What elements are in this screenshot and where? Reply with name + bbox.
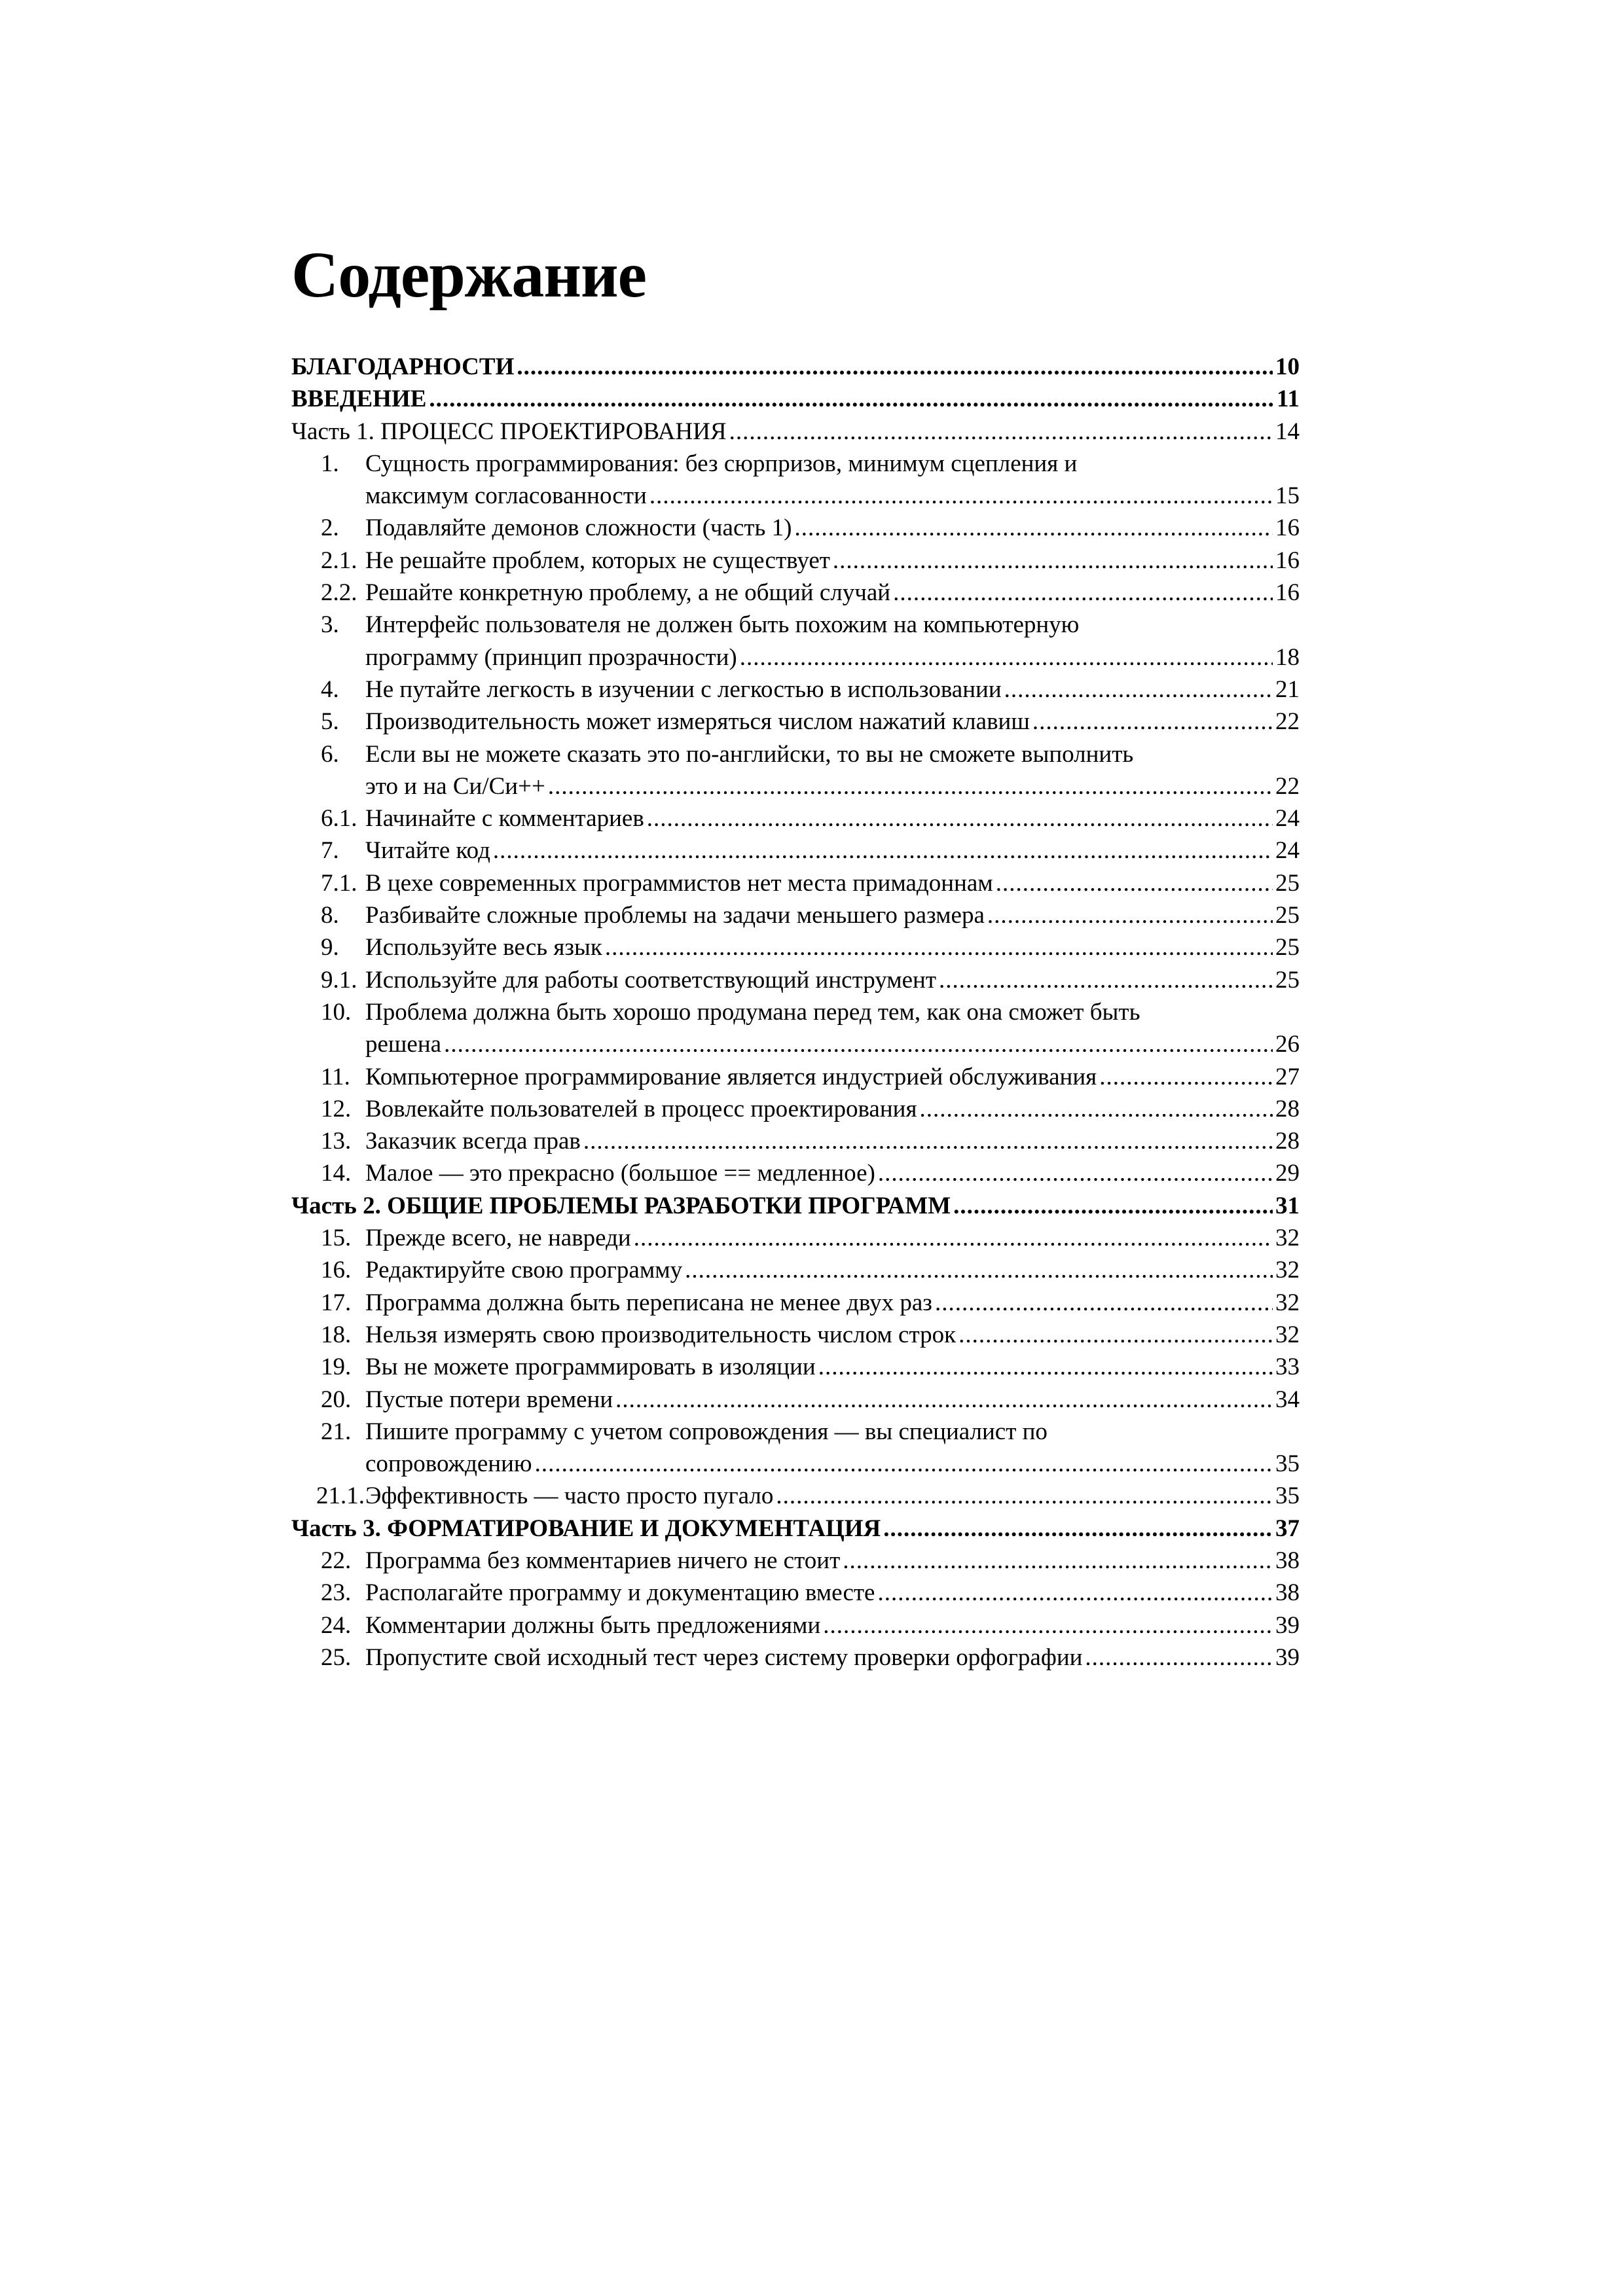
toc-entry-number: 22. <box>321 1547 352 1574</box>
toc-entry-title: Производительность может измеряться числом нажатий клавиш <box>365 708 1030 736</box>
dot-leader <box>794 512 1273 544</box>
toc-entry-title: Не путайте легкость в изучении с легкостью в использовании <box>365 675 1002 703</box>
toc-entry-title: ВВЕДЕНИЕ <box>291 386 427 413</box>
toc-page-number: 18 <box>1275 643 1300 671</box>
toc-entry-title: Часть 3. ФОРМАТИРОВАНИЕ И ДОКУМЕНТАЦИЯ <box>291 1515 881 1542</box>
toc-entry-title: Эффективность — часто просто пугало <box>365 1482 774 1510</box>
toc-entry[interactable] <box>291 1641 1300 1674</box>
toc-entry[interactable] <box>291 738 1300 803</box>
toc-page-number: 38 <box>1275 1547 1300 1574</box>
toc-entry[interactable] <box>291 577 1300 609</box>
toc-entry-title: Используйте весь язык <box>365 934 602 961</box>
toc-entry[interactable] <box>291 1319 1300 1351</box>
toc-entry-title: Программа без комментариев ничего не стоит <box>365 1547 841 1574</box>
dot-leader <box>685 1254 1273 1286</box>
toc-page-number: 16 <box>1275 579 1300 607</box>
toc-section-entry[interactable] <box>291 416 1300 448</box>
toc-entry-title: Пропустите свой исходный тест через систему проверки орфографии <box>365 1643 1083 1671</box>
toc-entry-number: 9. <box>321 934 339 961</box>
toc-entry-title-line: Сущность программирования: без сюрпризов, минимум сцепления и <box>365 450 1078 477</box>
dot-leader <box>517 351 1273 383</box>
toc-page-number: 35 <box>1275 1450 1300 1478</box>
dot-leader <box>996 867 1273 899</box>
toc-page-number: 28 <box>1275 1095 1300 1122</box>
dot-leader <box>877 1577 1273 1609</box>
toc-entry[interactable] <box>291 867 1300 899</box>
dot-leader <box>939 964 1273 996</box>
toc-page-number: 24 <box>1275 805 1300 833</box>
dot-leader <box>1085 1641 1273 1674</box>
toc-entry-title: Вовлекайте пользователей в процесс проектирования <box>365 1095 917 1122</box>
toc-entry-title: решена <box>365 1031 442 1058</box>
toc-entry-title: Пустые потери времени <box>365 1386 613 1413</box>
toc-entry[interactable] <box>291 899 1300 931</box>
toc-entry-title: Редактируйте свою программу <box>365 1257 683 1284</box>
toc-entry-number: 10. <box>321 998 352 1026</box>
toc-entry-number: 24. <box>321 1611 352 1639</box>
toc-entry-number: 2. <box>321 514 339 542</box>
toc-entry[interactable] <box>291 1545 1300 1577</box>
toc-entry-number: 21.1. <box>316 1482 365 1510</box>
toc-entry-title: Часть 1. ПРОЦЕСС ПРОЕКТИРОВАНИЯ <box>291 418 727 445</box>
toc-page-number: 14 <box>1275 418 1300 445</box>
toc-entry-number: 3. <box>321 611 339 639</box>
toc-page-number: 33 <box>1275 1354 1300 1381</box>
dot-leader <box>818 1351 1273 1383</box>
toc-entry-number: 23. <box>321 1579 352 1607</box>
toc-page-number: 26 <box>1275 1031 1300 1058</box>
table-of-contents <box>291 351 1300 1674</box>
toc-entry-number: 20. <box>321 1386 352 1413</box>
toc-section-entry[interactable] <box>291 1513 1300 1545</box>
dot-leader <box>615 1384 1273 1416</box>
toc-entry-title: Прежде всего, не навреди <box>365 1225 631 1252</box>
dot-leader <box>1004 673 1273 706</box>
dot-leader <box>429 383 1274 415</box>
toc-entry[interactable] <box>291 609 1300 673</box>
toc-entry-title: Компьютерное программирование является индустрией обслуживания <box>365 1063 1097 1090</box>
dot-leader <box>776 1480 1273 1512</box>
toc-page-number: 32 <box>1275 1289 1300 1316</box>
toc-page-number: 25 <box>1275 966 1300 994</box>
dot-leader <box>843 1545 1273 1577</box>
dot-leader <box>634 1222 1273 1254</box>
toc-page-number: 32 <box>1275 1257 1300 1284</box>
toc-entry[interactable] <box>291 1416 1300 1480</box>
dot-leader <box>535 1448 1273 1480</box>
toc-entry[interactable] <box>291 802 1300 834</box>
toc-entry-number: 5. <box>321 708 339 736</box>
toc-entry-title: Используйте для работы соответствующий инструмент <box>365 966 937 994</box>
toc-page-number: 16 <box>1275 547 1300 574</box>
toc-entry-title: Программа должна быть переписана не менее двух раз <box>365 1289 932 1316</box>
toc-entry-number: 7. <box>321 837 339 865</box>
toc-entry-number: 2.1. <box>321 547 357 574</box>
dot-leader <box>919 1093 1273 1125</box>
toc-entry-number: 18. <box>321 1321 352 1348</box>
toc-page-number: 24 <box>1275 837 1300 865</box>
dot-leader <box>740 641 1273 673</box>
toc-entry-number: 8. <box>321 902 339 929</box>
dot-leader <box>605 931 1273 963</box>
toc-entry-title-line: Интерфейс пользователя не должен быть похожим на компьютерную <box>365 611 1080 639</box>
toc-entry-title: Располагайте программу и документацию вместе <box>365 1579 875 1607</box>
toc-entry-number: 6.1. <box>321 805 357 833</box>
toc-page-number: 25 <box>1275 869 1300 897</box>
toc-entry[interactable] <box>291 1480 1300 1512</box>
toc-entry-title: Начинайте с комментариев <box>365 805 644 833</box>
toc-entry-title-line: Проблема должна быть хорошо продумана перед тем, как она сможет быть <box>365 998 1140 1026</box>
toc-entry-title: Решайте конкретную проблему, а не общий случай <box>365 579 891 607</box>
toc-entry[interactable] <box>291 706 1300 738</box>
toc-entry-number: 4. <box>321 675 339 703</box>
toc-entry-number: 2.2. <box>321 579 357 607</box>
toc-page-number: 39 <box>1275 1611 1300 1639</box>
dot-leader <box>935 1287 1273 1319</box>
toc-page-number: 11 <box>1277 386 1300 413</box>
toc-entry[interactable] <box>291 512 1300 544</box>
dot-leader <box>883 1513 1273 1545</box>
toc-entry-title: Нельзя измерять свою производительность числом строк <box>365 1321 957 1348</box>
toc-entry-title: В цехе современных программистов нет места примадоннам <box>365 869 993 897</box>
dot-leader <box>987 899 1273 931</box>
toc-entry[interactable] <box>291 1384 1300 1416</box>
toc-page-number: 35 <box>1275 1482 1300 1510</box>
page-title: Содержание <box>291 238 647 311</box>
toc-entry-title: максимум согласованности <box>365 482 647 510</box>
toc-entry-title: Не решайте проблем, которых не существует <box>365 547 830 574</box>
toc-page-number: 22 <box>1275 708 1300 736</box>
toc-page-number: 21 <box>1275 675 1300 703</box>
toc-entry-number: 1. <box>321 450 339 477</box>
toc-page-number: 22 <box>1275 772 1300 800</box>
toc-entry-title: Разбивайте сложные проблемы на задачи меньшего размера <box>365 902 985 929</box>
toc-section-entry[interactable] <box>291 1190 1300 1222</box>
dot-leader <box>958 1319 1273 1351</box>
toc-section-entry[interactable] <box>291 383 1300 415</box>
dot-leader <box>1099 1061 1273 1093</box>
toc-page-number: 37 <box>1275 1515 1300 1542</box>
toc-entry-number: 19. <box>321 1354 352 1381</box>
dot-leader <box>823 1609 1273 1641</box>
dot-leader <box>878 1157 1273 1189</box>
toc-entry[interactable] <box>291 1125 1300 1157</box>
toc-entry-title-line: Пишите программу с учетом сопровождения — вы специалист по <box>365 1418 1048 1445</box>
toc-entry[interactable] <box>291 1093 1300 1125</box>
toc-entry-number: 17. <box>321 1289 352 1316</box>
toc-entry-number: 6. <box>321 740 339 768</box>
toc-page-number: 29 <box>1275 1160 1300 1187</box>
toc-page-number: 10 <box>1275 353 1300 380</box>
dot-leader <box>729 416 1273 448</box>
toc-entry[interactable] <box>291 545 1300 577</box>
toc-section-entry[interactable] <box>291 351 1300 383</box>
toc-entry[interactable] <box>291 1287 1300 1319</box>
toc-entry-title: Заказчик всегда прав <box>365 1128 581 1155</box>
toc-page-number: 32 <box>1275 1225 1300 1252</box>
toc-entry[interactable] <box>291 1351 1300 1383</box>
toc-page-number: 25 <box>1275 934 1300 961</box>
toc-entry-title: Вы не можете программировать в изоляции <box>365 1354 816 1381</box>
toc-entry-number: 25. <box>321 1643 352 1671</box>
toc-entry[interactable] <box>291 964 1300 996</box>
toc-entry-title: Читайте код <box>365 837 490 865</box>
dot-leader <box>548 770 1273 802</box>
toc-page-number: 34 <box>1275 1386 1300 1413</box>
toc-entry-number: 15. <box>321 1225 352 1252</box>
toc-page-number: 25 <box>1275 902 1300 929</box>
toc-entry[interactable] <box>291 1061 1300 1093</box>
dot-leader <box>493 834 1273 867</box>
toc-page-number: 16 <box>1275 514 1300 542</box>
toc-entry-number: 7.1. <box>321 869 357 897</box>
toc-entry[interactable] <box>291 1609 1300 1641</box>
dot-leader <box>1032 706 1273 738</box>
toc-page-number: 38 <box>1275 1579 1300 1607</box>
dot-leader <box>647 802 1273 834</box>
toc-entry[interactable] <box>291 931 1300 963</box>
toc-entry-number: 14. <box>321 1160 352 1187</box>
toc-entry-title: Подавляйте демонов сложности (часть 1) <box>365 514 792 542</box>
toc-entry-number: 13. <box>321 1128 352 1155</box>
toc-entry[interactable] <box>291 1254 1300 1286</box>
toc-page-number: 15 <box>1275 482 1300 510</box>
dot-leader <box>953 1190 1273 1222</box>
toc-page-number: 28 <box>1275 1128 1300 1155</box>
toc-entry[interactable] <box>291 1577 1300 1609</box>
toc-entry[interactable] <box>291 996 1300 1061</box>
dot-leader <box>649 480 1273 512</box>
toc-entry-title: Комментарии должны быть предложениями <box>365 1611 821 1639</box>
toc-entry-number: 11. <box>321 1063 350 1090</box>
toc-entry-title: программу (принцип прозрачности) <box>365 643 737 671</box>
toc-entry-title: сопровождению <box>365 1450 532 1478</box>
toc-entry-title-line: Если вы не можете сказать это по-английски, то вы не сможете выполнить <box>365 740 1134 768</box>
toc-entry[interactable] <box>291 834 1300 867</box>
dot-leader <box>833 545 1273 577</box>
dot-leader <box>893 577 1273 609</box>
toc-page-number: 32 <box>1275 1321 1300 1348</box>
toc-entry-title: БЛАГОДАРНОСТИ <box>291 353 515 380</box>
toc-entry-number: 12. <box>321 1095 352 1122</box>
toc-entry[interactable] <box>291 1222 1300 1254</box>
toc-entry-number: 9.1. <box>321 966 357 994</box>
toc-entry-title: это и на Си/Си++ <box>365 772 545 800</box>
toc-page-number: 39 <box>1275 1643 1300 1671</box>
toc-entry-title: Часть 2. ОБЩИЕ ПРОБЛЕМЫ РАЗРАБОТКИ ПРОГРАММ <box>291 1192 951 1219</box>
toc-entry-title: Малое — это прекрасно (большое == медленное) <box>365 1160 875 1187</box>
toc-entry[interactable] <box>291 448 1300 512</box>
toc-entry[interactable] <box>291 1157 1300 1189</box>
toc-page-number: 27 <box>1275 1063 1300 1090</box>
dot-leader <box>444 1028 1273 1060</box>
toc-page-number: 31 <box>1275 1192 1300 1219</box>
toc-entry[interactable] <box>291 673 1300 706</box>
toc-entry-number: 21. <box>321 1418 352 1445</box>
toc-entry-number: 16. <box>321 1257 352 1284</box>
dot-leader <box>583 1125 1273 1157</box>
